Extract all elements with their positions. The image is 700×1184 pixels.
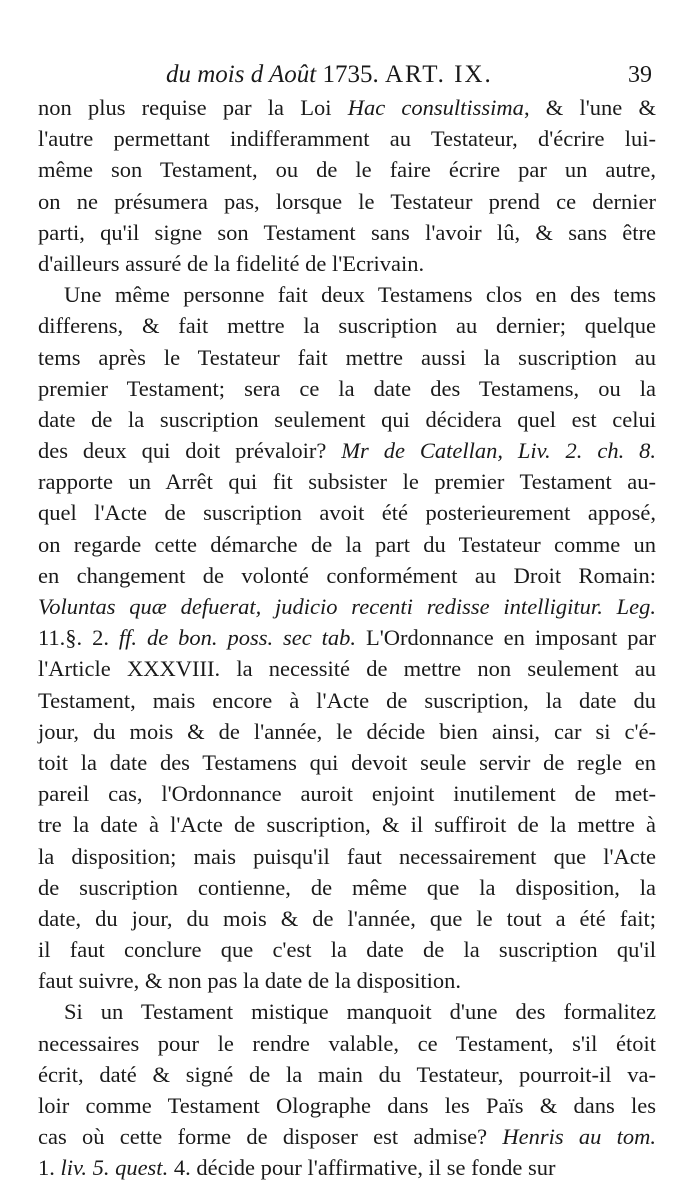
paragraph: [38, 279, 656, 996]
running-head-article: ART. IX.: [385, 61, 493, 88]
text-line: [38, 872, 656, 903]
running-head: [38, 58, 656, 92]
text-run: tems après le Testateur fait mettre aussi la suscription au: [38, 344, 656, 370]
page-number: 39: [628, 62, 652, 88]
paragraph: [38, 92, 656, 279]
text-run: il faut conclure que c'est la date de la suscription qu'il: [38, 937, 656, 963]
text-line: [38, 560, 656, 591]
text-line: [38, 435, 656, 466]
text-run: de suscription contienne, de même que la disposition, la: [38, 874, 656, 900]
text-run: en changement de volonté conformément au Droit Romain:: [38, 562, 656, 588]
text-run: rapporte un Arrêt qui fit subsister le premier Testament au-: [38, 469, 656, 495]
text-run: date, du jour, du mois & de l'année, que le tout a été fait;: [38, 905, 656, 931]
text-line: [38, 841, 656, 872]
text-line: [38, 809, 656, 840]
running-head-year: 1735.: [322, 61, 379, 88]
text-run: necessaires pour le rendre valable, ce Testament, s'il étoit: [38, 1030, 656, 1056]
text-run: faut suivre, & non pas la date de la disposition.: [38, 968, 462, 994]
italic-run: Mr de Catellan, Liv. 2. ch. 8.: [341, 438, 656, 464]
text-run: L'Ordonnance en imposant par: [356, 625, 657, 651]
text-line: [38, 248, 656, 279]
text-run: écrit, daté & signé de la main du Testateur, pourroit-il va-: [38, 1061, 656, 1087]
text-run: Testament, mais encore à l'Acte de suscription, la date du: [38, 687, 656, 713]
book-page: [38, 58, 656, 1184]
text-line: [38, 404, 656, 435]
text-run: quel l'Acte de suscription avoit été posterieurement apposé,: [38, 500, 656, 526]
text-line: [38, 591, 656, 622]
text-run: parti, qu'il signe son Testament sans l'avoir lû, & sans être: [38, 219, 656, 245]
text-line: [38, 123, 656, 154]
body-text: [38, 92, 656, 1184]
text-run: on regarde cette démarche de la part du Testateur comme un: [38, 531, 656, 557]
text-line: [38, 373, 656, 404]
text-line: [38, 92, 656, 123]
text-run: l'Article XXXVIII. la necessité de mettre non seulement au: [38, 656, 656, 682]
text-run: pareil cas, l'Ordonnance auroit enjoint inutilement de met-: [38, 781, 656, 807]
text-line: [38, 279, 656, 310]
text-line: [38, 747, 656, 778]
text-line: [38, 716, 656, 747]
italic-run: liv. 5. quest.: [60, 1155, 169, 1181]
paragraph: [38, 996, 656, 1183]
italic-run: Hac consultissima: [347, 95, 524, 120]
text-line: [38, 1028, 656, 1059]
text-line: [38, 653, 656, 684]
running-head-date: du mois d Août: [166, 61, 317, 88]
text-line: [38, 934, 656, 965]
text-line: [38, 1152, 656, 1183]
text-run: , & l'une &: [523, 95, 656, 120]
text-run: l'autre permettant indifferamment au Testateur, d'écrire lui-: [38, 126, 656, 152]
text-line: [38, 778, 656, 809]
text-run: 4. décide pour l'affirmative, il se fonde sur: [168, 1155, 556, 1181]
text-run: jour, du mois & de l'année, le décide bien ainsi, car si c'é-: [38, 718, 656, 744]
text-line: [38, 529, 656, 560]
text-line: [38, 996, 656, 1027]
text-run: des deux qui doit prévaloir?: [38, 438, 342, 464]
text-run: premier Testament; sera ce la date des Testamens, ou la: [38, 375, 656, 401]
text-run: non plus requise par la Loi: [38, 95, 348, 120]
text-run: tre la date à l'Acte de suscription, & il suffiroit de la mettre à: [38, 812, 656, 838]
italic-run: Voluntas quæ defuerat, judicio recenti redisse intelligitur. Leg.: [38, 594, 656, 619]
text-run: Une même personne fait deux Testamens clos en des tems: [64, 282, 656, 308]
text-line: [38, 186, 656, 217]
text-line: [38, 622, 656, 653]
text-run: 1.: [38, 1155, 61, 1181]
text-line: [38, 154, 656, 185]
text-line: [38, 497, 656, 528]
text-line: [38, 965, 656, 996]
italic-run: ff. de bon. poss. sec tab.: [118, 625, 357, 651]
running-head-title: [166, 58, 493, 92]
text-line: [38, 217, 656, 248]
text-run: la disposition; mais puisqu'il faut necessairement que l'Acte: [38, 843, 656, 869]
text-run: differens, & fait mettre la suscription au dernier; quelque: [38, 313, 656, 339]
italic-run: Henris au tom.: [502, 1124, 657, 1150]
text-run: 11.§. 2.: [38, 625, 119, 651]
text-run: toit la date des Testamens qui devoit seule servir de regle en: [38, 749, 656, 775]
text-line: [38, 342, 656, 373]
text-run: loir comme Testament Olographe dans les Païs & dans les: [38, 1093, 656, 1118]
text-line: [38, 685, 656, 716]
text-run: cas où cette forme de disposer est admise?: [38, 1124, 503, 1150]
text-run: d'ailleurs assuré de la fidelité de l'Ecrivain.: [38, 250, 425, 276]
text-line: [38, 1059, 656, 1090]
text-run: on ne présumera pas, lorsque le Testateur prend ce dernier: [38, 188, 656, 214]
text-run: date de la suscription seulement qui décidera quel est celui: [38, 406, 656, 432]
text-line: [38, 310, 656, 341]
text-line: [38, 903, 656, 934]
text-line: [38, 1121, 656, 1152]
text-run: Si un Testament mistique manquoit d'une des formalitez: [64, 999, 656, 1025]
text-line: [38, 466, 656, 497]
text-line: [38, 1090, 656, 1121]
text-run: même son Testament, ou de le faire écrire par un autre,: [38, 157, 656, 183]
